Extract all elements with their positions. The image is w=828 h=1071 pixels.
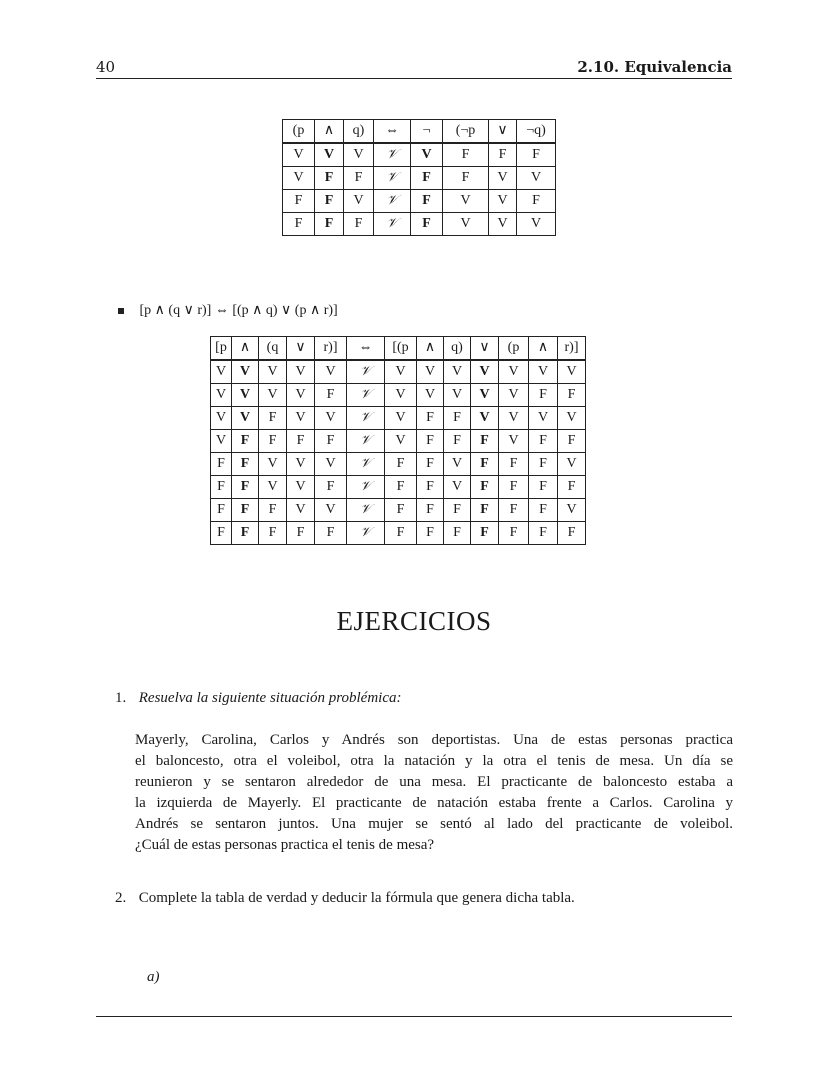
table-row [283,167,556,190]
exercise-2-number: 2. [115,890,127,906]
column-header: [(p [385,337,417,361]
table-cell: 𝒱 [347,499,385,522]
table-cell: F [558,522,586,545]
paragraph-line: ¿Cuál de estas personas practica el tenis de mesa? [135,837,435,853]
table-cell: F [417,430,444,453]
column-header: r)] [558,337,586,361]
table-cell: F [517,190,556,213]
table-cell: F [499,499,529,522]
table-cell: V [558,499,586,522]
exercise-2-sub-a: a) [147,969,160,985]
table-cell: V [471,407,499,430]
table-cell: F [315,213,344,236]
table-cell: V [287,453,315,476]
table-cell: F [287,522,315,545]
table-cell: V [287,384,315,407]
table-cell: V [444,360,471,384]
exercises-heading: EJERCICIOS [336,606,492,636]
table-cell: V [499,384,529,407]
column-header: ∧ [315,120,344,144]
table-cell: F [471,522,499,545]
table-cell: F [417,453,444,476]
column-header: (p [499,337,529,361]
table-cell: F [232,522,259,545]
table-cell: F [471,430,499,453]
paragraph-line: la izquierda de Mayerly. El practicante de natación estaba frente a Carlos. Carolina y [135,795,733,811]
exercise-1-number: 1. [115,690,127,706]
table-row [211,384,586,407]
table-cell: F [499,522,529,545]
table-cell: F [259,407,287,430]
table-cell: V [315,407,347,430]
table-cell: V [558,407,586,430]
table-cell: V [259,453,287,476]
table-cell: F [411,167,443,190]
table-cell: F [232,430,259,453]
table-cell: F [232,499,259,522]
table-row [211,453,586,476]
column-header: q) [444,337,471,361]
footer-rule [96,1016,732,1017]
table-row [283,143,556,167]
table-cell: 𝒱 [374,143,411,167]
column-header: ∧ [529,337,558,361]
table-cell: F [558,430,586,453]
table-row [283,213,556,236]
table-cell: V [211,430,232,453]
column-header: ∧ [417,337,444,361]
table-cell: F [558,384,586,407]
table-cell: F [315,476,347,499]
table-cell: F [385,453,417,476]
table-cell: F [232,453,259,476]
page-number: 40 [96,58,116,76]
formula-iff: ⇔ [214,303,229,318]
paragraph-line: Andrés se sentaron juntos. Una mujer se sentó al lado del practicante de voleibol. [135,816,733,832]
table-cell: F [489,143,517,167]
table-cell: F [529,430,558,453]
table-cell: 𝒱 [374,190,411,213]
table-cell: F [211,476,232,499]
column-header: ¬q) [517,120,556,144]
table-cell: V [283,143,315,167]
table-cell: V [385,384,417,407]
table-cell: V [444,453,471,476]
table-cell: V [443,190,489,213]
table-cell: 𝒱 [347,453,385,476]
exercise-1-paragraph [135,730,733,856]
table-cell: V [529,360,558,384]
table-cell: F [315,430,347,453]
table-cell: V [211,407,232,430]
table-cell: F [558,476,586,499]
column-header: ⇔ [374,120,411,144]
table-cell: V [211,360,232,384]
table-cell: F [471,476,499,499]
table-cell: F [385,499,417,522]
table-cell: V [344,143,374,167]
table-row [211,360,586,384]
table-cell: F [471,453,499,476]
exercise-2 [115,890,575,907]
table-cell: V [529,407,558,430]
table-cell: F [411,190,443,213]
table-cell: F [385,522,417,545]
table-cell: V [489,167,517,190]
table-cell: 𝒱 [347,384,385,407]
table-cell: V [444,476,471,499]
table-cell: F [443,167,489,190]
table-cell: F [315,167,344,190]
table-cell: F [444,430,471,453]
table-cell: V [471,360,499,384]
table-cell: V [315,453,347,476]
table-cell: F [529,384,558,407]
table-cell: F [444,407,471,430]
page-header [96,58,732,79]
table-cell: V [489,213,517,236]
table-cell: F [211,499,232,522]
formula-left: [p ∧ (q ∨ r)] [139,303,212,318]
column-header: (¬p [443,120,489,144]
table-cell: 𝒱 [347,360,385,384]
table-cell: V [315,143,344,167]
formula-right: [(p ∧ q) ∨ (p ∧ r)] [232,303,338,318]
table-cell: V [385,360,417,384]
table-cell: V [499,360,529,384]
table-cell: F [417,499,444,522]
table-cell: V [287,360,315,384]
table-cell: F [283,213,315,236]
table-cell: V [385,430,417,453]
table-cell: F [529,499,558,522]
exercise-1 [115,690,401,707]
table-cell: V [443,213,489,236]
paragraph-line: reunieron y se sentaron alrededor de una mesa. El practicante de baloncesto estaba a [135,774,733,790]
table-row [211,476,586,499]
table-cell: V [344,190,374,213]
table-cell: V [287,499,315,522]
bullet-formula [118,302,338,319]
table-cell: F [385,476,417,499]
table-row [283,190,556,213]
table-cell: F [283,190,315,213]
table-cell: F [517,143,556,167]
column-header: ∧ [232,337,259,361]
table-cell: V [259,476,287,499]
column-header: r)] [315,337,347,361]
table-cell: V [259,360,287,384]
table-cell: F [211,453,232,476]
truth-table-2 [210,336,586,545]
paragraph-line: el baloncesto, otra el voleibol, otra la natación y la otra el tenis de mesa. Un día se [135,753,733,769]
table-cell: F [529,453,558,476]
table-cell: V [558,360,586,384]
section-title: 2.10. Equivalencia [577,58,732,76]
table-cell: V [499,407,529,430]
table-cell: F [315,384,347,407]
table-cell: 𝒱 [347,476,385,499]
table-cell: V [558,453,586,476]
table-cell: V [232,407,259,430]
column-header: ⇔ [347,337,385,361]
table-cell: F [211,522,232,545]
table-cell: 𝒱 [374,167,411,190]
table-cell: F [259,522,287,545]
table-row [211,430,586,453]
table-cell: F [443,143,489,167]
table-cell: V [517,213,556,236]
table-cell: 𝒱 [347,522,385,545]
table-cell: V [315,360,347,384]
table-cell: F [259,499,287,522]
column-header: ∨ [489,120,517,144]
table-cell: F [417,522,444,545]
table-cell: V [444,384,471,407]
bullet-square-icon [118,308,124,314]
table-cell: V [232,360,259,384]
table-cell: F [411,213,443,236]
table-cell: F [287,430,315,453]
column-header: ∨ [287,337,315,361]
column-header: ∨ [471,337,499,361]
table-cell: V [287,476,315,499]
table-cell: V [471,384,499,407]
truth-table-1 [282,119,556,236]
table-cell: F [417,407,444,430]
table-cell: F [232,476,259,499]
table-cell: F [471,499,499,522]
table-cell: 𝒱 [374,213,411,236]
table-cell: V [499,430,529,453]
exercise-1-prompt: Resuelva la siguiente situación problémica: [138,690,402,706]
table-cell: F [444,499,471,522]
column-header: ¬ [411,120,443,144]
exercise-2-prompt: Complete la tabla de verdad y deducir la fórmula que genera dicha tabla. [138,890,575,906]
table-cell: F [259,430,287,453]
table-row [211,499,586,522]
column-header: q) [344,120,374,144]
table-cell: V [411,143,443,167]
table-cell: F [529,476,558,499]
table-cell: 𝒱 [347,430,385,453]
table-cell: F [499,476,529,499]
table-cell: F [444,522,471,545]
table-cell: V [315,499,347,522]
table-cell: V [287,407,315,430]
table-cell: F [344,213,374,236]
table-cell: F [529,522,558,545]
table-cell: F [417,476,444,499]
table-cell: V [417,384,444,407]
table-cell: V [385,407,417,430]
column-header: [p [211,337,232,361]
table-row [211,407,586,430]
table-cell: V [259,384,287,407]
table-cell: F [315,522,347,545]
table-cell: V [417,360,444,384]
table-cell: F [315,190,344,213]
table-cell: F [499,453,529,476]
column-header: (p [283,120,315,144]
column-header: (q [259,337,287,361]
table-cell: 𝒱 [347,407,385,430]
paragraph-line: Mayerly, Carolina, Carlos y Andrés son deportistas. Una de estas personas practica [135,732,733,748]
table-cell: V [211,384,232,407]
table-cell: V [489,190,517,213]
table-cell: F [344,167,374,190]
table-cell: V [232,384,259,407]
table-row [211,522,586,545]
table-cell: V [283,167,315,190]
table-cell: V [517,167,556,190]
